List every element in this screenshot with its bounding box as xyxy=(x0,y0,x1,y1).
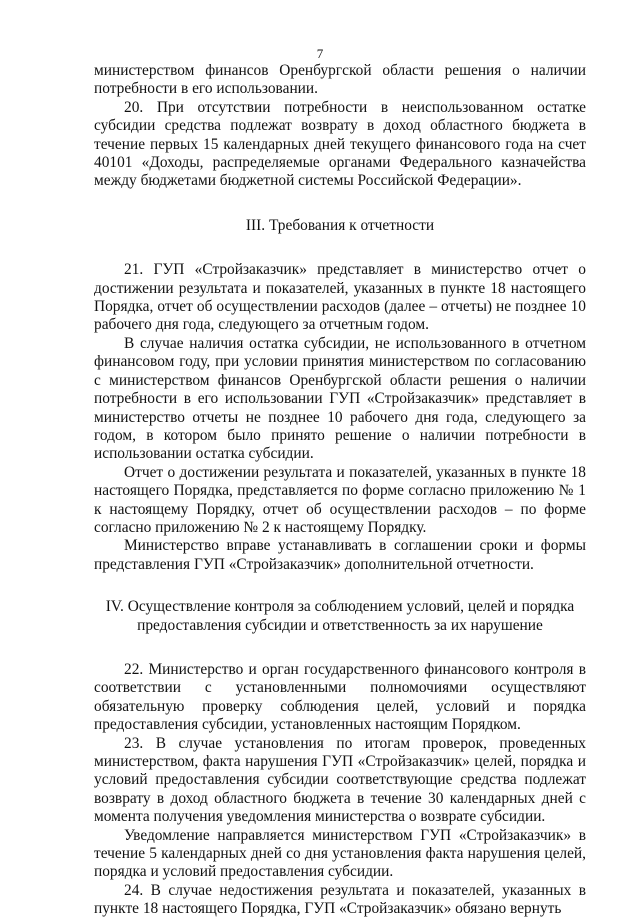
paragraph-21-additional: Министерство вправе устанавливать в соглашении сроки и формы представления ГУП «Стройзаказчик» дополнительной отчетности. xyxy=(94,537,586,573)
page-number: 7 xyxy=(316,46,324,61)
paragraph-23: 23. В случае установления по итогам проверок, проведенных министерством, факта нарушения ГУП «Стройзаказчик» целей, порядка и условий предоставления субсидии соответствующие средства подлежат возврату в доход областного бюджета в течение 30 календарных дней с момента получения уведомления министерства о возврате субсидии. xyxy=(94,734,586,826)
section-heading-reporting: III. Требования к отчетности xyxy=(245,216,435,234)
section-heading-control-line1: IV. Осуществление контроля за соблюдением условий, целей и порядка xyxy=(105,598,575,616)
paragraph-21-report-forms: Отчет о достижении результата и показателей, указанных в пункте 18 настоящего Порядка, представляется по форме согласно приложению № 1 к настоящему Порядку, отчет об осуществлении расходов – по форме согласно приложению № 2 к настоящему Порядку. xyxy=(94,463,586,536)
paragraph-23-notice: Уведомление направляется министерством ГУП «Стройзаказчик» в течение 5 календарных дней со дня установления факта нарушения целей, порядка и условий предоставления субсидии. xyxy=(94,826,586,881)
document-body xyxy=(94,62,586,919)
paragraph-continuation: министерством финансов Оренбургской области решения о наличии потребности в его использовании. xyxy=(94,62,586,98)
paragraph-22: 22. Министерство и орган государственного финансового контроля в соответствии с установленными полномочиями осуществляют обязательную проверку соблюдения целей, условий и порядка предоставления субсидии, установленных настоящим Порядком. xyxy=(94,660,586,734)
paragraph-21: 21. ГУП «Стройзаказчик» представляет в министерство отчет о достижении результата и показателей, указанных в пункте 18 настоящего Порядка, отчет об осуществлении расходов (далее – отчеты) не позднее 10 рабочего дня года, следующего за отчетным годом. xyxy=(94,261,586,334)
section-heading-control xyxy=(94,598,586,635)
paragraph-24: 24. В случае недостижения результата и показателей, указанных в пункте 18 настоящего Порядка, ГУП «Стройзаказчик» обязано вернуть xyxy=(94,881,586,918)
paragraph-20: 20. При отсутствии потребности в неиспользованном остатке субсидии средства подлежат возврату в доход областного бюджета в течение первых 15 календарных дней текущего финансового года на счет 40101 «Доходы, распределяемые органами Федерального казначейства между бюджетами бюджетной системы Российской Федерации». xyxy=(94,98,586,190)
paragraph-21-remainder: В случае наличия остатка субсидии, не использованного в отчетном финансовом году, при условии принятия министерством по согласованию с министерством финансов Оренбургской области решения о наличии потребности в его использовании ГУП «Стройзаказчик» представляет в министерство отчеты не позднее 10 рабочего дня года, следующего за годом, в котором было принято решение о наличии потребности в использовании остатка субсидии. xyxy=(94,334,586,463)
section-heading-control-line2: предоставления субсидии и ответственность за их нарушение xyxy=(137,616,543,634)
